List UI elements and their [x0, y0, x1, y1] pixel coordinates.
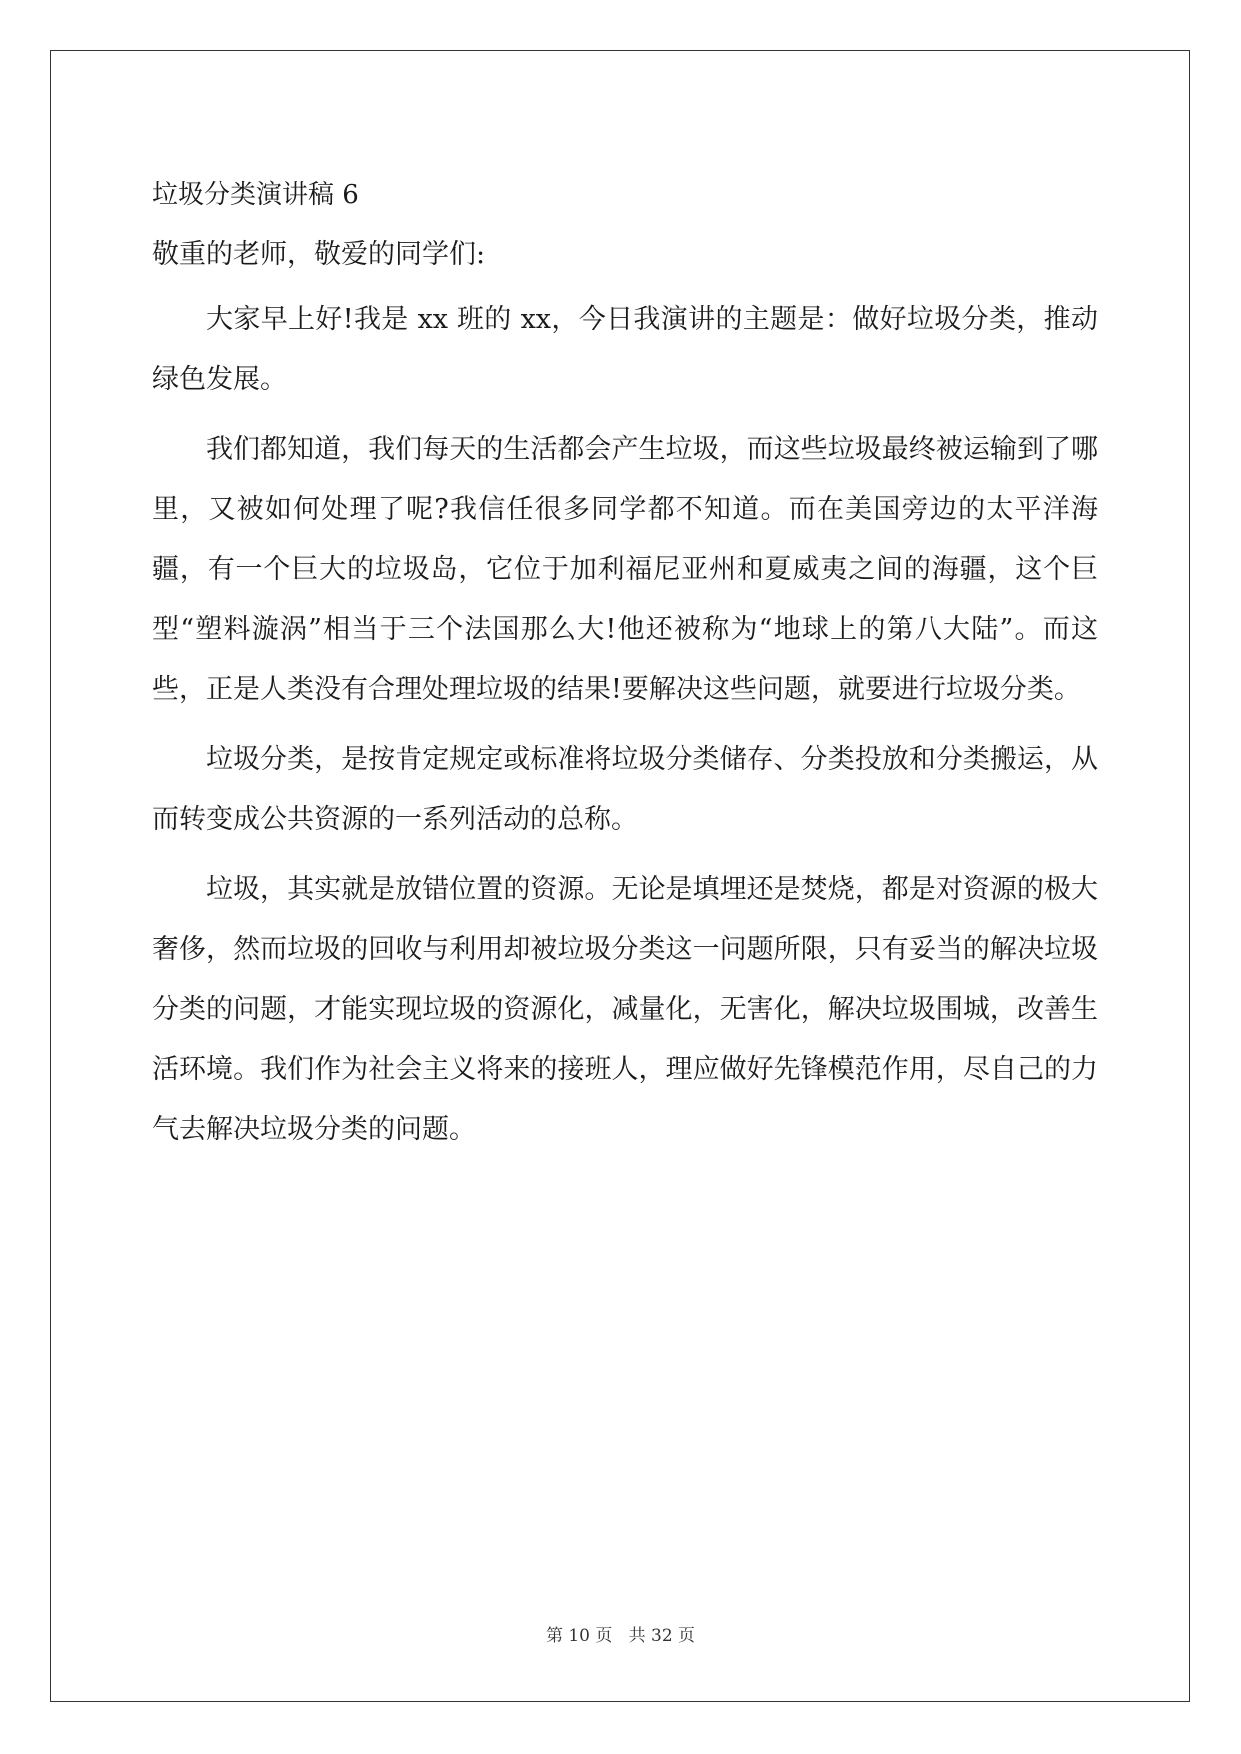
document-title: 垃圾分类演讲稿 6 [152, 180, 359, 210]
paragraph: 大家早上好!我是 xx 班的 xx，今日我演讲的主题是：做好垃圾分类，推动绿色发展。 [152, 304, 1098, 395]
document-body [152, 170, 1098, 1170]
paragraph: 我们都知道，我们每天的生活都会产生垃圾，而这些垃圾最终被运输到了哪里，又被如何处理了呢?我信任很多同学都不知道。而在美国旁边的太平洋海疆，有一个巨大的垃圾岛，它位于加利福尼亚州和夏威夷之间的海疆，这个巨型“塑料漩涡”相当于三个法国那么大!他还被称为“地球上的第八大陆”。而这些，正是人类没有合理处理垃圾的结果!要解决这些问题，就要进行垃圾分类。 [152, 434, 1098, 705]
paragraph: 垃圾，其实就是放错位置的资源。无论是填埋还是焚烧，都是对资源的极大奢侈，然而垃圾的回收与利用却被垃圾分类这一问题所限，只有妥当的解决垃圾分类的问题，才能实现垃圾的资源化，减量化，无害化，解决垃圾围城，改善生活环境。我们作为社会主义将来的接班人，理应做好先锋模范作用，尽自己的力气去解决垃圾分类的问题。 [152, 874, 1098, 1145]
paragraph: 垃圾分类，是按肯定规定或标准将垃圾分类储存、分类投放和分类搬运，从而转变成公共资源的一系列活动的总称。 [152, 744, 1098, 835]
page-number-footer: 第 10 页 共 32 页 [545, 1626, 696, 1646]
greeting-line: 敬重的老师，敬爱的同学们: [152, 239, 486, 270]
